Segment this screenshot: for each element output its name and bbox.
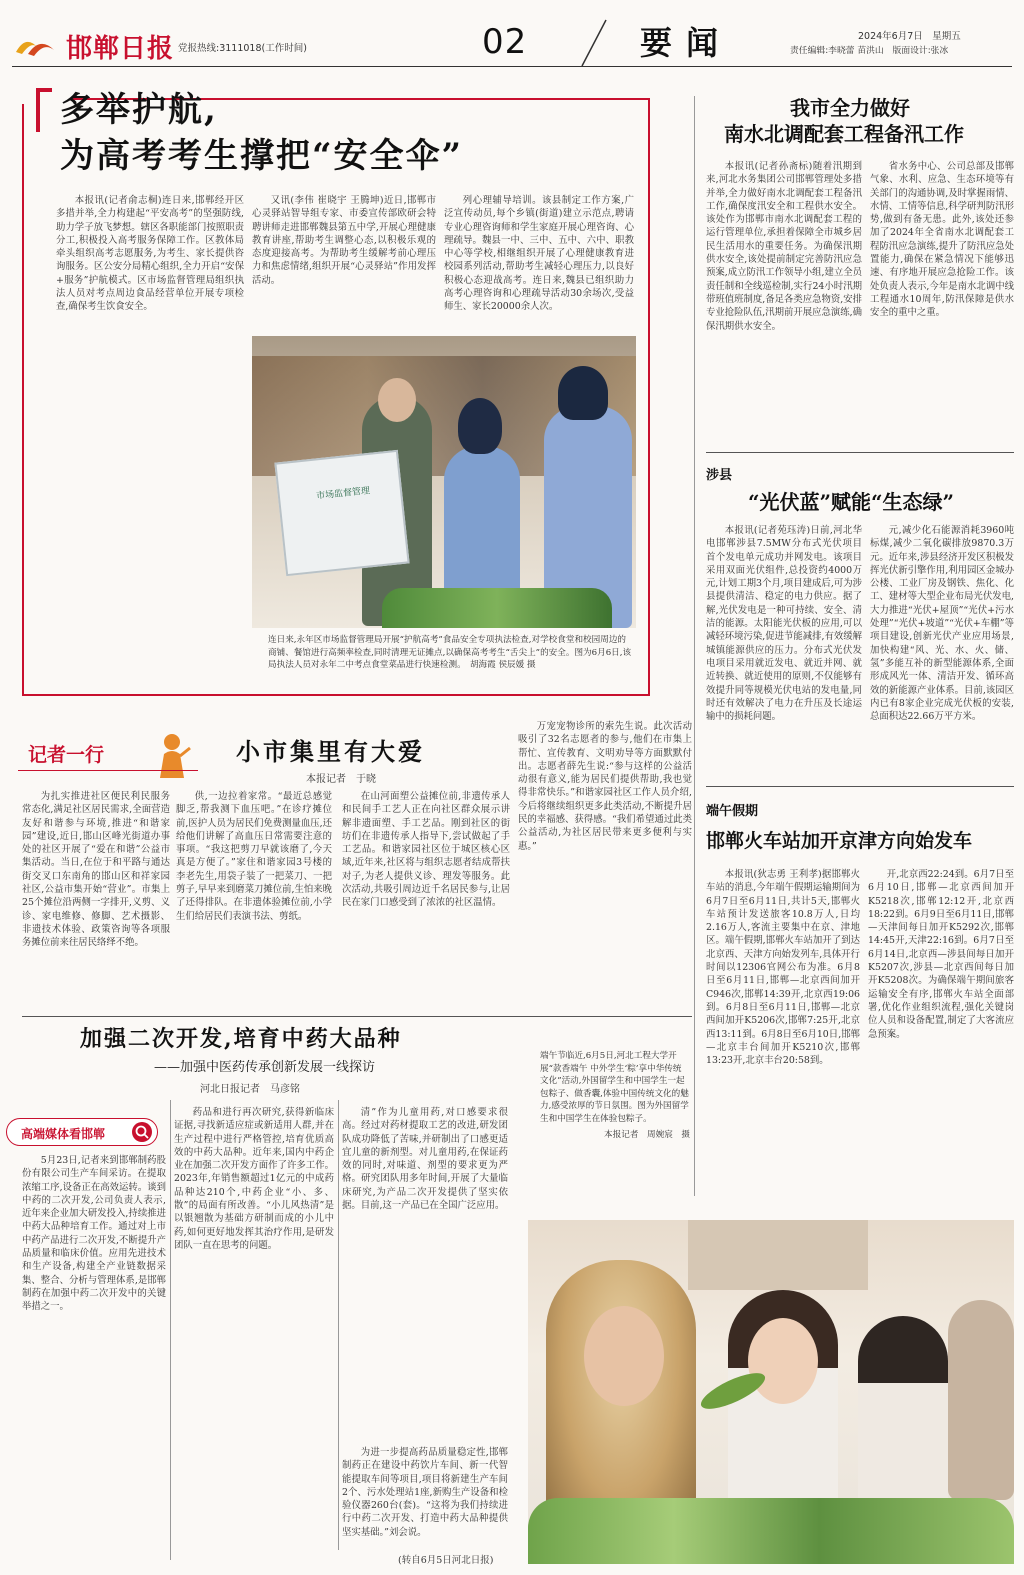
lead-photo — [252, 336, 636, 628]
feature-byline: 本报记者 于晓 — [306, 774, 376, 785]
rule-feature-bottom — [22, 1016, 692, 1017]
feature-title: 小市集里有大爱 — [236, 737, 425, 766]
section-name: 要闻 — [640, 24, 733, 62]
bamboo-leaves — [528, 1498, 1014, 1564]
tcm-col1 — [22, 1154, 166, 1564]
issue-date: 2024年6月7日 星期五 — [858, 31, 961, 42]
feature-column-name: 记者一行 — [28, 744, 105, 766]
rule-water-bottom — [706, 452, 1014, 453]
lead-text-col3 — [444, 194, 634, 324]
test-box-label: 市场监督管理 — [315, 486, 371, 502]
tcm-byline: 河北日报记者 马彦铭 — [200, 1084, 300, 1095]
column-divider-tcm2 — [338, 1100, 339, 1550]
window-frame — [688, 1220, 868, 1290]
dragon-boat-photo — [528, 1220, 1014, 1564]
lead-col3-para: 列心理辅导培训。该县制定工作方案,广泛宣传动员,每个乡镇(街道)建立示范点,聘请专业心理咨询师和学生家庭开展心理咨询、心理疏导。魏县一中、三中、五中、六中、职教中心等学校,相继组织开展了心理健康教育进校园系列活动,帮助考生减轻心理压力,以良好积极心态迎战高考。连日来,魏县已组织助力高考心理咨询和心理疏导活动30余场次,受益师生、家长20000余人次。 — [444, 195, 634, 313]
editors: 责任编辑:李晓蕾 苗洪山 版面设计:张冰 — [790, 46, 949, 56]
feature-col4 — [518, 720, 692, 1010]
rule-solar-bottom — [706, 786, 1014, 787]
dragon-boat-caption — [540, 1050, 690, 1220]
article-water-col1-para: 本报讯(记者孙斋标)随着汛期到来,河北水务集团公司邯郸管理处多措并举,全力做好南水北调配套工程备汛工作,确保度汛安全和工程供水安全。该处作为邯郸市南水北调配套工程的运行管理单位,承担着保障全市城乡居民生活用水的重要任务。为确保汛期供水安全,该处提前制定完善防汛应急预案,成立防汛工作领导小组,建立全员责任制和全线巡检制,实行24小时汛期带班值班制度,备足各类应急物资,安排专业抢险队伍,汛期前开展应急演练,确保汛期供水安全。 — [706, 161, 862, 332]
article-water-col2-para: 省水务中心、公司总部及邯郸气象、水利、应急、生态环境等有关部门的沟通协调,及时掌握雨情、水情、工情等信息,科学研判防汛形势,做到有备无患。此外,该处还参加了2024年全省南水北调配套工程防汛应急演练,提升了防汛应急处置能力,确保在紧急情况下能够迅速、有序地开展应急抢险工作。该处负责人表示,今年是南水北调中线工程通水10周年,防汛保障是供水安全的重中之重。 — [870, 161, 1014, 319]
dragon-boat-caption-text: 端午节临近,6月5日,河北工程大学开展“款香端午 中外学生‘粽’享中华传统文化”活动,外国留学生和中国学生一起包粽子、做香囊,体验中国传统文化的魅力,感受浓厚的节日氛围。图为外国留学生和中国学生在体验包粽子。 — [540, 1051, 689, 1124]
person-right-head — [558, 366, 608, 420]
lead-text-col2 — [252, 194, 436, 324]
tcm-col3 — [342, 1106, 508, 1440]
tcm-title: 加强二次开发,培育中药大品种 — [80, 1026, 402, 1052]
lead-title-line1: 多举护航, — [60, 90, 218, 130]
masthead — [0, 0, 1024, 80]
article-solar-col2 — [870, 524, 1014, 778]
tcm-col4 — [342, 1446, 508, 1550]
tcm-col2 — [174, 1106, 334, 1564]
article-solar-col1 — [706, 524, 862, 778]
lead-title-line2: 为高考考生撑把“安全伞” — [60, 136, 464, 176]
media-badge — [6, 1118, 158, 1146]
article-water-col2 — [870, 160, 1014, 446]
tcm-source: (转自6月5日河北日报) — [398, 1555, 494, 1566]
article-water-title2: 南水北调配套工程备汛工作 — [724, 122, 964, 146]
hotline: 党报热线:3111018(工作时间) — [178, 43, 307, 54]
lead-title-bar — [36, 88, 52, 132]
person-left-head — [378, 378, 416, 422]
vegetables — [382, 588, 612, 628]
separator-slash — [578, 18, 608, 68]
article-solar-title: “光伏蓝”赋能“生态绿” — [748, 490, 955, 514]
tcm-col1-para: 5月23日,记者来到邯郸制药股份有限公司生产车间采访。在提取浓缩工序,设备正在高效运转。谈到中药的二次开发,公司负责人表示,近年来企业加大研发投入,持续推进中药大品种培育工作。通过对上市中药产品进行二次开发,不断提升产品质量和临床价值。应用先进技术和生产设备,构建全产业链数据采集、整合、分析与管理体系,是邯郸制药在加强中药二次开发中的关键举措之一。 — [22, 1155, 166, 1313]
column-divider-tcm — [170, 1100, 171, 1560]
paper-name: 邯郸日报 — [66, 34, 175, 64]
lead-col1-para: 本报讯(记者俞志桐)连日来,邯郸经开区多措并举,全力构建起“平安高考”的坚强防线,助力学子放飞梦想。辖区各职能部门按照职责分工,积极投入高考服务保障工作。区教体局牵头组织高考志愿服务,为考生、家长提供咨询服务。区公安分局精心组织,全力开启“安保+服务”护航模式。区市场监督管理局组织执法人员对考点周边食品经营单位开展专项检查,确保考生饮食安全。 — [56, 195, 244, 313]
tcm-col3-para: 清”作为儿童用药,对口感要求很高。经过对药材提取工艺的改进,研发团队成功降低了苦味,并研制出了口感更适宜儿童的新剂型。对儿童用药,在保证药效的同时,对味道、剂型的要求更为严格。研究团队用多年时间,开展了大量临床研究,为产品二次开发提供了坚实依据。目前,这一产品已在全国广泛应用。 — [342, 1107, 508, 1212]
feature-col4-para: 万宠宠物诊所的索先生说。此次活动吸引了32名志愿者的参与,他们在市集上帮忙、宣传教育、文明劝导等方面默默付出。志愿者薛先生说:“参与这样的公益活动很有意义,能为居民们提供帮助,我也觉得非常快乐。”和谐家园社区工作人员介绍,今后将继续组织更多此类活动,不断提升居民的幸福感、获得感。“我们希望通过此类公益活动,为社区居民带来更多便利与实惠。” — [518, 721, 692, 852]
feature-col3-para: 在山河面塑公益摊位前,非遗传承人和民间手工艺人正在向社区群众展示讲解非遗面塑、手工艺品。刚到社区的街坊们在非遗传承人指导下,尝试做起了手工艺品。和谐家园社区位于城区核心区域,近年来,社区将与组织志愿者结成帮扶对子,为老人提供义诊、理发等服务。此次活动,共吸引周边近千名居民参与,让居民在家门口感受到了浓浓的社区温情。 — [342, 791, 510, 909]
lead-photo-caption: 连日来,永年区市场监督管理局开展“护航高考”食品安全专项执法检查,对学校食堂和校园周边的商铺、餐馆进行高频率检查,同时清理无证摊点,以确保高考考生“舌尖上”的安全。图为6月6日,该局执法人员对永年二中考点食堂菜品进行快速检测。 胡海霞 侯辰媛 摄 — [268, 635, 632, 670]
lead-col2-para: 又讯(李伟 崔晓宇 王腾坤)近日,邯郸市心灵驿站智导组专家、市委宣传部欧研会特聘讲师走进邯郸魏县第五中学,开展心理健康教育讲座,帮助考生调整心态,以积极乐观的态度迎接高考。为帮助考生缓解考前心理压力和焦虑情绪,组织开展“心灵驿站”作用发挥活动。 — [252, 195, 436, 286]
media-badge-label: 高端媒体看邯郸 — [21, 1127, 106, 1141]
article-solar-kicker: 涉县 — [706, 468, 733, 483]
person-mid-head — [458, 398, 502, 454]
article-solar-col2-para: 元,减少化石能源消耗3960吨标煤,减少二氧化碳排放9870.3万元。近年来,涉县经济开发区积极发挥光伏新引擎作用,利用园区金城办公楼、工业厂房及钢铁、焦化、化工、建材等大型企业布局光伏发电,大力推进“光伏+屋顶”“光伏+污水处理”“光伏+坡道”“光伏+车棚”等项目建设,创新光伏产业应用场景,加快构建“风、光、水、火、储、氢”多能互补的新型能源体系,全面形成风光一体、清洁开发、循环高效的新能源产业体系。目前,该园区内已有8家企业完成光伏板的安装,总面积达22.66万平方米。 — [870, 525, 1014, 723]
column-divider-right — [694, 96, 695, 1196]
feature-col2-para: 供,一边拉着家常。“最近总感觉脚乏,帮我测下血压吧。”在诊疗摊位前,医护人员为居民们免费测量血压,还给他们讲解了高血压日常需要注意的事项。“我这把剪刀早就该磨了,今天真是方便了。”家住和谐家园3号楼的李老先生,用袋子装了一把菜刀、一把剪子,早早来到磨菜刀摊位前,生怕来晚了还得排队。在非遗体验摊位前,小学生们给居民们表演书法、剪纸。 — [176, 791, 332, 922]
feature-col2 — [176, 790, 332, 1010]
dragon-boat-credit: 本报记者 周婉宸 摄 — [604, 1130, 690, 1140]
student-face — [584, 1306, 664, 1406]
article-train-col1 — [706, 868, 860, 1200]
page-number: 02 — [482, 22, 528, 62]
article-solar-col1-para: 本报讯(记者苑珏涛)日前,河北华电邯郸涉县7.5MW分布式光伏项目首个发电单元成功并网发电。该项目采用双面光伏组件,总投资约4000万元,计划工期3个月,项目建成后,可为涉县提供清洁、稳定的电力供应。据了解,光伏发电是一种可持续、安全、清洁的能源。太阳能光伏板的应用,可以减轻环境污染,促进节能减排,有效缓解城镇能源供应的压力。分布式光伏发电项目采用就近发电、就近并网、就近转换、就近使用的原则,不仅能够有效提升同等规模光伏电站的发电量,同时还有效解决了电力在升压及长途运输中的损耗问题。 — [706, 525, 862, 723]
feature-col1 — [22, 790, 170, 1010]
article-water-title1: 我市全力做好 — [790, 96, 910, 120]
article-train-title: 邯郸火车站加开京津方向始发车 — [706, 830, 973, 852]
feature-rule-left — [18, 770, 198, 771]
test-box — [274, 450, 409, 576]
article-water-col1 — [706, 160, 862, 446]
student-two-face — [748, 1318, 818, 1404]
lead-text-col1 — [56, 194, 244, 674]
article-train-col2 — [868, 868, 1014, 1200]
brand-logo-icon — [14, 30, 58, 62]
feature-col1-para: 为扎实推进社区便民利民服务常态化,满足社区居民需求,全面营造友好和谐参与环境,推进“和谐家园”建设,近日,邯山区峰光街道办事处的社区开展了“爱在和谐”公益市集活动。当日,在位于和平路与通达街交叉口东南角的邯山区和祥家园社区,公益市集开始“营业”。市集上25个摊位沿两侧一字排开,义剪、义诊、家电维修、修脚、艺术摄影、非遗技术体验、政策咨询等各项服务摊位前来往居民络绎不绝。 — [22, 791, 170, 949]
reporter-figure-icon — [150, 730, 194, 780]
student-four — [948, 1300, 1014, 1500]
tcm-subtitle: ——加强中医药传承创新发展一线探访 — [154, 1060, 376, 1075]
feature-col3 — [342, 790, 510, 1010]
article-train-kicker: 端午假期 — [706, 804, 759, 819]
article-train-col2-para: 开,北京西22:24到。6月7日至6月10日,邯郸—北京西间加开K5218次,邯郸12:12开,北京西18:22到。6月9日至6月11日,邯郸—天津间每日加开K5292次,邯郸14:45开,天津22:16到。6月7日至6月14日,北京西—涉县间每日加开K5207次,涉县—北京西间每日加开K5208次。为确保端午期间旅客运输安全有序,邯郸火车站全面部署,优化作业组织流程,强化关键岗位人员和设备配置,制定了大客流应急预案。 — [868, 869, 1014, 1040]
magnifier-icon — [131, 1121, 153, 1143]
tcm-col4-para: 为进一步提高药品质量稳定性,邯郸制药正在建设中药饮片车间、新一代智能提取车间等项目,项目将新建生产车间2个、污水处理站1座,新购生产设备和检验仪器260台(套)。“这将为我们持续进行中药二次开发、打造中药大品种提供坚实基础。”刘会说。 — [342, 1447, 508, 1538]
tcm-col2-para: 药品和进行再次研究,获得新临床证据,寻找新适应症或新适用人群,并在生产过程中进行严格管控,培育优质高效的中药大品种。近年来,国内中药企业在加强二次开发方面作了许多工作。2023年,年销售额超过1亿元的中成药品种达210个,中药企业“小、多、散”的局面有所改善。“小儿风热清”是以银翘散为基础方研制而成的小儿中药,如何更好地发挥其治疗作用,是研发团队一直在思考的问题。 — [174, 1107, 334, 1251]
masthead-rule — [12, 66, 1012, 67]
article-train-col1-para: 本报讯(狄志勇 王利孝)据邯郸火车站的消息,今年端午假期运输期间为6月7日至6月11日,共计5天,邯郸火车站预计发送旅客10.8万人,日均2.16万人,客流主要集中在京、津地区。端午假期,邯郸火车站加开了到达北京西、天津方向始发列车,具体开行时间以12306官网公布为准。6月8日至6月11日,邯郸—北京西间加开C946次,邯郸14:39开,北京西19:06到。6月8日至6月11日,邯郸—北京西间加开K5206次,邯郸7:25开,北京西13:11到。6月8日至6月10日,邯郸—北京丰台间加开K5210次,邯郸13:23开,北京丰台20:58到。 — [706, 869, 860, 1067]
